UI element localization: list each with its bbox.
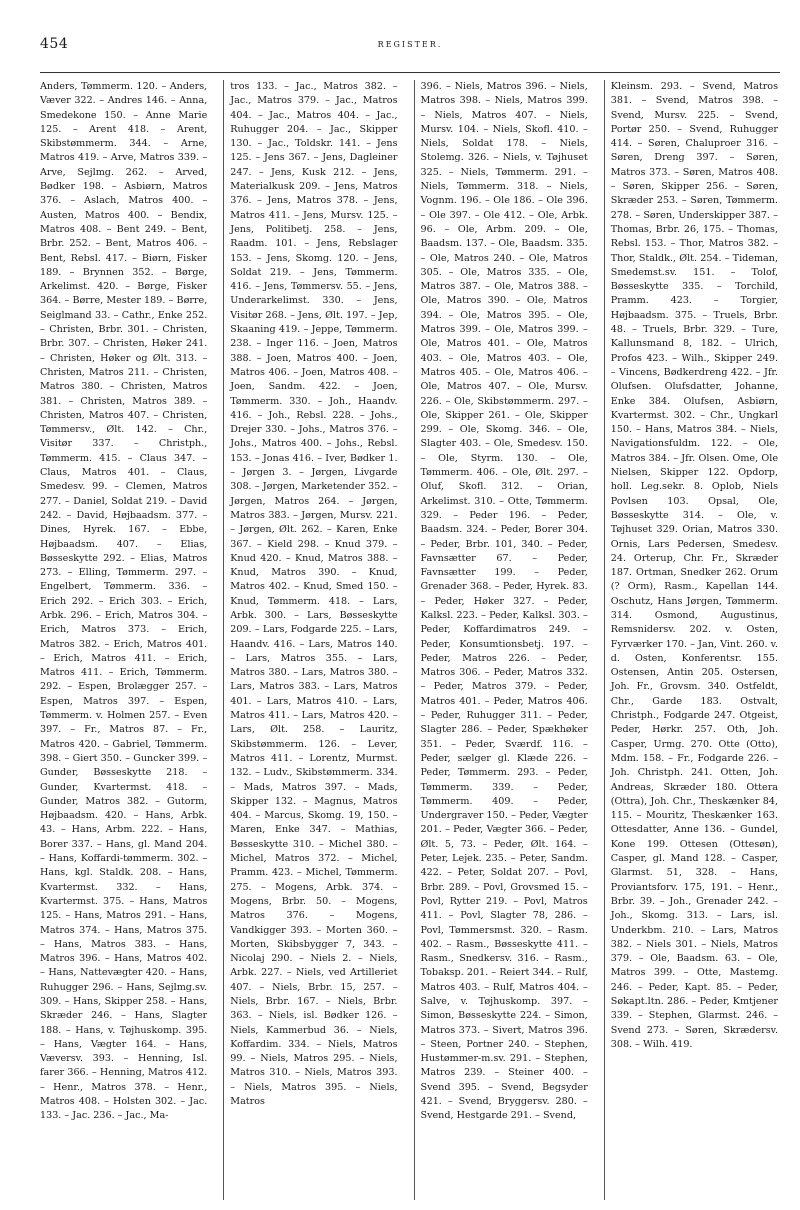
index-column-3 [414, 80, 588, 1200]
index-column-2 [223, 80, 397, 1200]
index-column-1 [40, 80, 207, 1200]
header-rule [40, 72, 780, 73]
index-column-text: Anders, Tømmerm. 120. – Anders, Væver 322. – Andres 146. – Anna, Smedekone 150. – Anne Marie 125. – Arent 418. – Arent, Skibstømmerm. 344. – Arne, Matros 419. – Arve, Matros 339. – Arve, Sejlmg. 262. – Arved, Bødker 198. – Asbiørn, Matros 376. – Aslach, Matros 400. – Austen, Matros 400. – Bendix, Matros 408. – Bent 249. – Bent, Brbr. 252. – Bent, Matros 406. – Bent, Rebsl. 417. – Biørn, Fisker 189. – Brynnen 352. – Børge, Arkelimst. 420. – Børge, Fisker 364. – Børre, Mester 189. – Børre, Seiglmand 33. – Cathr., Enke 252. – Christen, Brbr. 301. – Christen, Brbr. 307. – Christen, Høker 241. – Christen, Høker og Ølt. 313. – Christen, Matros 211. – Christen, Matros 380. – Christen, Matros 381. – Christen, Matros 389. – Christen, Matros 407. – Christen, Tømmersv., Ølt. 142. – Chr., Visitør 337. – Christph., Tømmerm. 415. – Claus 347. – Claus, Matros 401. – Claus, Smedesv. 99. – Clemen, Matros 277. – Daniel, Soldat 219. – David 242. – David, Højbaadsm. 377. – Dines, Hyrek. 167. – Ebbe, Højbaadsm. 407. – Elias, Bøsseskytte 292. – Elias, Matros 273. – Elling, Tømmerm. 297. – Engelbert, Tømmerm. 336. – Erich 292. – Erich 303. – Erich, Arbk. 296. – Erich, Matros 304. – Erich, Matros 373. – Erich, Matros 382. – Erich, Matros 401. – Erich, Matros 411. – Erich, Matros 411. – Erich, Tømmerm. 292. – Espen, Brolægger 257. – Espen, Matros 397. – Espen, Tømmerm. v. Holmen 257. – Even 397. – Fr., Matros 87. – Fr., Matros 420. – Gabriel, Tømmerm. 398. – Giert 350. – Guncker 399. – Gunder, Bøsseskytte 218. – Gunder, Kvartermst. 418. – Gunder, Matros 382. – Gutorm, Højbaadsm. 420. – Hans, Arbk. 43. – Hans, Arbm. 222. – Hans, Borer 337. – Hans, gl. Mand 204. – Hans, Koffardi-tømmerm. 302. – Hans, kgl. Staldk. 208. – Hans, Kvartermst. 332. – Hans, Kvartermst. 375. – Hans, Matros 125. – Hans, Matros 291. – Hans, Matros 374. – Hans, Matros 375. – Hans, Matros 383. – Hans, Matros 396. – Hans, Matros 402. – Hans, Nattevægter 420. – Hans, Ruhugger 296. – Hans, Sejlmg.sv. 309. – Hans, Skipper 258. – Hans, Skræder 246. – Hans, Slagter 188. – Hans, v. Tøjhuskomp. 395. – Hans, Vægter 164. – Hans, Væversv. 393. – Henning, Isl. farer 366. – Henning, Matros 412. – Henr., Matros 378. – Henr., Matros 408. – Holsten 302. – Jac. 133. – Jac. 236. – Jac., Ma- [40, 81, 208, 1122]
index-column-text: tros 133. – Jac., Matros 382. – Jac., Matros 379. – Jac., Matros 404. – Jac., Matros 404. – Jac., Ruhugger 204. – Jac., Skipper 130. – Jac., Toldskr. 141. – Jens 125. – Jens 367. – Jens, Dagleiner 247. – Jens, Kusk 212. – Jens, Materialkusk 209. – Jens, Matros 376. – Jens, Matros 378. – Jens, Matros 411. – Jens, Mursv. 125. – Jens, Politibetj. 258. – Jens, Raadm. 101. – Jens, Rebslager 153. – Jens, Skomg. 120. – Jens, Soldat 219. – Jens, Tømmerm. 416. – Jens, Tømmersv. 55. – Jens, Underarkelimst. 330. – Jens, Visitør 268. – Jens, Ølt. 197. – Jep, Skaaning 419. – Jeppe, Tømmerm. 238. – Inger 116. – Joen, Matros 388. – Joen, Matros 400. – Joen, Matros 406. – Joen, Matros 408. – Joen, Sandm. 422. – Joen, Tømmerm. 330. – Joh., Haandv. 416. – Joh., Rebsl. 228. – Johs., Drejer 330. – Johs., Matros 376. – Johs., Matros 400. – Johs., Rebsl. 153. – Jonas 416. – Iver, Bødker 1. – Jørgen 3. – Jørgen, Livgarde 308. – Jørgen, Marketender 352. – Jørgen, Matros 264. – Jørgen, Matros 383. – Jørgen, Mursv. 221. – Jørgen, Ølt. 262. – Karen, Enke 367. – Kield 298. – Knud 379. – Knud 420. – Knud, Matros 388. – Knud, Matros 390. – Knud, Matros 402. – Knud, Smed 150. – Knud, Tømmerm. 418. – Lars, Arbk. 300. – Lars, Bøsseskytte 209. – Lars, Fodgarde 225. – Lars, Haandv. 416. – Lars, Matros 140. – Lars, Matros 355. – Lars, Matros 380. – Lars, Matros 380. – Lars, Matros 383. – Lars, Matros 401. – Lars, Matros 410. – Lars, Matros 411. – Lars, Matros 420. – Lars, Ølt. 258. – Lauritz, Skibstømmerm. 126. – Lever, Matros 411. – Lorentz, Murmst. 132. – Ludv., Skibstømmerm. 334. – Mads, Matros 397. – Mads, Skipper 132. – Magnus, Matros 404. – Marcus, Skomg. 19, 150. – Maren, Enke 347. – Mathias, Bøsseskytte 310. – Michel 380. – Michel, Matros 372. – Michel, Pramm. 423. – Michel, Tømmerm. 275. – Mogens, Arbk. 374. – Mogens, Brbr. 50. – Mogens, Matros 376. – Mogens, Vandkigger 393. – Morten 360. – Morten, Skibsbygger 7, 343. – Nicolaj 290. – Niels 2. – Niels, Arbk. 227. – Niels, ved Artilleriet 407. – Niels, Brbr. 15, 257. – Niels, Brbr. 167. – Niels, Brbr. 363. – Niels, isl. Bødker 126. – Niels, Kammerbud 36. – Niels, Koffardim. 334. – Niels, Matros 99. – Niels, Matros 295. – Niels, Matros 310. – Niels, Matros 393. – Niels, Matros 395. – Niels, Matros [230, 81, 398, 1108]
index-columns [40, 80, 778, 1200]
index-column-text: 396. – Niels, Matros 396. – Niels, Matros 398. – Niels, Matros 399. – Niels, Matros 407. – Niels, Mursv. 104. – Niels, Skofl. 410. – Niels, Soldat 178. – Niels, Stolemg. 326. – Niels, v. Tøjhuset 325. – Niels, Tømmerm. 291. – Niels, Tømmerm. 318. – Niels, Vognm. 196. – Ole 186. – Ole 396. – Ole 397. – Ole 412. – Ole, Arbk. 96. – Ole, Arbm. 209. – Ole, Baadsm. 137. – Ole, Baadsm. 335. – Ole, Matros 240. – Ole, Matros 305. – Ole, Matros 335. – Ole, Matros 387. – Ole, Matros 388. – Ole, Matros 390. – Ole, Matros 394. – Ole, Matros 395. – Ole, Matros 399. – Ole, Matros 399. – Ole, Matros 401. – Ole, Matros 403. – Ole, Matros 403. – Ole, Matros 405. – Ole, Matros 406. – Ole, Matros 407. – Ole, Mursv. 226. – Ole, Skibstømmerm. 297. – Ole, Skipper 261. – Ole, Skipper 299. – Ole, Skomg. 346. – Ole, Slagter 403. – Ole, Smedesv. 150. – Ole, Styrm. 130. – Ole, Tømmerm. 406. – Ole, Ølt. 297. – Oluf, Skofl. 312. – Orian, Arkelimst. 310. – Otte, Tømmerm. 329. – Peder 196. – Peder, Baadsm. 324. – Peder, Borer 304. – Peder, Brbr. 101, 340. – Peder, Favnsætter 67. – Peder, Favnsætter 199. – Peder, Grenader 368. – Peder, Hyrek. 83. – Peder, Høker 327. – Peder, Kalksl. 223. – Peder, Kalksl. 303. – Peder, Koffardimatros 249. – Peder, Konsumtionsbetj. 197. – Peder, Matros 226. – Peder, Matros 306. – Peder, Matros 332. – Peder, Matros 379. – Peder, Matros 401. – Peder, Matros 406. – Peder, Ruhugger 311. – Peder, Slagter 286. – Peder, Spækhøker 351. – Peder, Sværdf. 116. – Peder, sælger gl. Klæde 226. – Peder, Tømmerm. 293. – Peder, Tømmerm. 339. – Peder, Tømmerm. 409. – Peder, Undergraver 150. – Peder, Vægter 201. – Peder, Vægter 366. – Peder, Ølt. 5, 73. – Peder, Ølt. 164. – Peter, Lejek. 235. – Peter, Sandm. 422. – Peter, Soldat 207. – Povl, Brbr. 289. – Povl, Grovsmed 15. – Povl, Rytter 219. – Povl, Matros 411. – Povl, Slagter 78, 286. – Povl, Tømmersmst. 320. – Rasm. 402. – Rasm., Bøsseskytte 411. – Rasm., Snedkersv. 316. – Rasm., Tobaksp. 201. – Reiert 344. – Rulf, Matros 403. – Rulf, Matros 404. – Salve, v. Tøjhuskomp. 397. – Simon, Bøsseskytte 224. – Simon, Matros 373. – Sivert, Matros 396. – Steen, Portner 240. – Stephen, Hustømmer-m.sv. 291. – Stephen, Matros 239. – Steiner 400. – Svend 395. – Svend, Begsyder 421. – Svend, Bryggersv. 280. – Svend, Hestgarde 291. – Svend, [420, 81, 588, 1122]
page-number: 454 [40, 36, 69, 52]
running-head: REGISTER. [377, 40, 443, 49]
index-column-text: Kleinsm. 293. – Svend, Matros 381. – Svend, Matros 398. – Svend, Mursv. 225. – Svend, Portør 250. – Svend, Ruhugger 414. – Søren, Chaluproer 316. – Søren, Dreng 397. – Søren, Matros 373. – Søren, Matros 408. – Søren, Skipper 256. – Søren, Skræder 253. – Søren, Tømmerm. 278. – Søren, Underskipper 387. – Thomas, Brbr. 26, 175. – Thomas, Rebsl. 153. – Thor, Matros 382. – Thor, Staldk., Ølt. 254. – Tideman, Smedemst.sv. 151. – Tolof, Bøsseskytte 335. – Torchild, Pramm. 423. – Torgier, Højbaadsm. 375. – Truels, Brbr. 48. – Truels, Brbr. 329. – Ture, Kallunsmand 8, 182. – Ulrich, Profos 423. – Wilh., Skipper 249. – Vincens, Bødkerdreng 422. – Jfr. Olufsen. Olufsdatter, Johanne, Enke 384. Olufsen, Asbiørn, Kvartermst. 302. – Chr., Ungkarl 150. – Hans, Matros 384. – Niels, Navigationsfuldm. 122. – Ole, Matros 384. – Jfr. Olsen. Ome, Ole Nielsen, Skipper 122. Opdorp, holl. Leg.sekr. 8. Oplob, Niels Povlsen 103. Opsal, Ole, Bøsseskytte 314. – Ole, v. Tøjhuset 329. Orian, Matros 330. Ornis, Lars Pedersen, Smedesv. 24. Orterup, Chr. Fr., Skræder 187. Ortman, Snedker 262. Orum (? Orm), Rasm., Kapellan 144. Oschutz, Hans Jørgen, Tømmerm. 314. Osmond, Augustinus, Remsnidersv. 202. v. Osten, Fyrværker 170. – Jan, Vint. 260. v. d. Osten, Konferentsr. 155. Ostensen, Antin 205. Ostersen, Joh. Fr., Grovsm. 340. Ostfeldt, Chr., Garde 183. Ostvalt, Christph., Fodgarde 247. Otgeist, Peder, Hørkr. 257. Oth, Joh. Casper, Urmg. 270. Otte (Otto), Mdm. 158. – Fr., Fodgarde 226. – Joh. Christph. 241. Otten, Joh. Andreas, Skræder 180. Ottera (Ottra), Joh. Chr., Theskænker 84, 115. – Mouritz, Theskænker 163. Ottesdatter, Anne 136. – Gundel, Kone 199. Ottesen (Ottesøn), Casper, gl. Mand 128. – Casper, Glarmst. 51, 328. – Hans, Proviantsforv. 175, 191. – Henr., Brbr. 39. – Joh., Grenader 242. – Joh., Skomg. 313. – Lars, isl. Underkbm. 210. – Lars, Matros 382. – Niels 301. – Niels, Matros 379. – Ole, Baadsm. 63. – Ole, Matros 399. – Otte, Mastemg. 246. – Peder, Kapt. 85. – Peder, Søkapt.ltn. 286. – Peder, Kmtjener 339. – Stephen, Glarmst. 246. – Svend 273. – Søren, Skrædersv. 308. – Wilh. 419. [610, 81, 778, 1050]
page-header [40, 36, 780, 58]
index-column-4 [604, 80, 778, 1200]
